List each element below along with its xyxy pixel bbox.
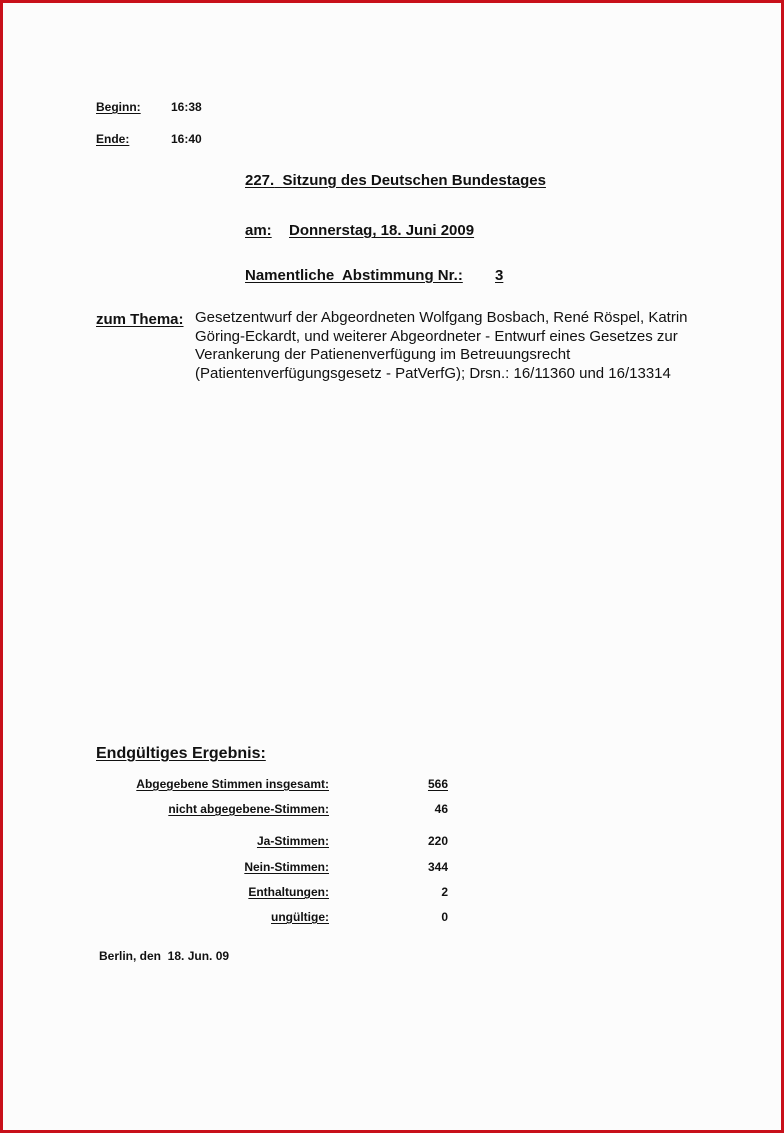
start-label: Beginn: <box>96 100 141 114</box>
end-time: 16:40 <box>171 132 202 146</box>
result-value-no: 344 <box>427 860 448 874</box>
topic-label: zum Thema: <box>96 311 184 328</box>
topic-line: Verankerung der Patienenverfügung im Betreuungsrecht <box>195 346 571 363</box>
result-label-total: Abgegebene Stimmen insgesamt: <box>136 777 329 791</box>
result-heading: Endgültiges Ergebnis: <box>96 745 266 762</box>
result-label-no: Nein-Stimmen: <box>244 860 329 874</box>
place-date: Berlin, den 18. Jun. 09 <box>99 949 230 963</box>
topic-text <box>195 309 688 383</box>
topic-line: Gesetzentwurf der Abgeordneten Wolfgang Bosbach, René Röspel, Katrin <box>195 309 688 326</box>
session-title: Sitzung des Deutschen Bundestages <box>282 172 546 189</box>
result-value-yes: 220 <box>427 834 448 848</box>
topic-line: (Patientenverfügungsgesetz - PatVerfG); Drsn.: 16/11360 und 16/13314 <box>195 364 671 382</box>
date-label: am: <box>245 222 272 239</box>
result-value-invalid: 0 <box>441 910 448 924</box>
session-date: Donnerstag, 18. Juni 2009 <box>289 222 475 239</box>
vote-number: 3 <box>495 267 504 284</box>
end-label: Ende: <box>96 132 130 146</box>
result-label-invalid: ungültige: <box>271 910 329 924</box>
result-value-abstentions: 2 <box>441 885 448 899</box>
result-value-total: 566 <box>427 777 448 791</box>
topic-line: Göring-Eckardt, und weiterer Abgeordneter - Entwurf eines Gesetzes zur <box>195 327 678 345</box>
result-label-yes: Ja-Stimmen: <box>256 834 329 848</box>
session-heading <box>245 172 546 189</box>
start-time: 16:38 <box>171 100 202 114</box>
result-label-not-cast: nicht abgegebene-Stimmen: <box>168 802 329 816</box>
session-number: 227. <box>245 172 275 189</box>
vote-label: Namentliche Abstimmung Nr.: <box>245 267 463 284</box>
result-label-abstentions: Enthaltungen: <box>248 885 329 899</box>
result-value-not-cast: 46 <box>434 802 448 816</box>
